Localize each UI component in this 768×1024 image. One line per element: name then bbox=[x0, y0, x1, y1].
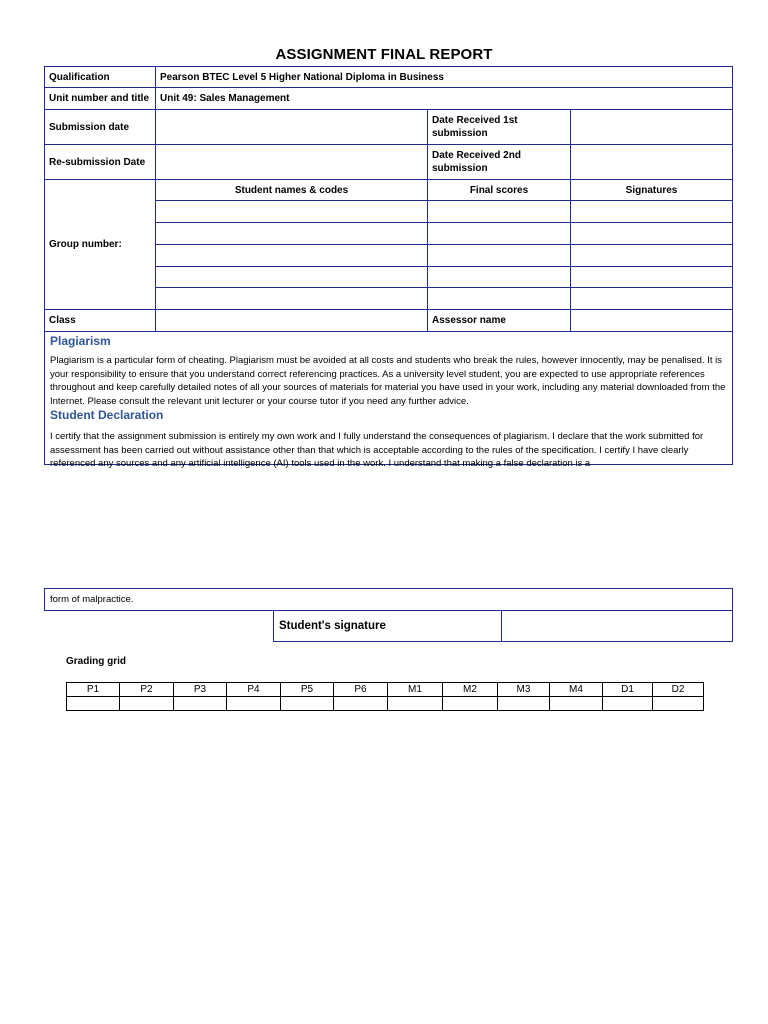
date-received-2-label: Date Received 2nd submission bbox=[428, 145, 571, 180]
grade-cell-d2[interactable] bbox=[653, 697, 704, 711]
student-name-cell[interactable] bbox=[156, 223, 428, 245]
resubmission-date-field[interactable] bbox=[156, 145, 428, 180]
signature-cell[interactable] bbox=[571, 267, 733, 288]
grade-header-d1: D1 bbox=[603, 683, 653, 697]
date-received-2-field[interactable] bbox=[571, 145, 733, 180]
student-name-cell[interactable] bbox=[156, 201, 428, 223]
unit-value: Unit 49: Sales Management bbox=[156, 88, 733, 110]
grade-cell-m1[interactable] bbox=[388, 697, 443, 711]
grade-cell-p5[interactable] bbox=[281, 697, 334, 711]
grade-header-m4: M4 bbox=[550, 683, 603, 697]
plagiarism-text: Plagiarism is a particular form of cheating. Plagiarism must be avoided at all costs and students who break the rules, however innocently, may be penalised. It is your responsibility to ensure that you understand correct referencing practices. As a university level student, you are expected to use appropriate references throughout and keep carefully detailed notes of all your sources of materials for material you have used in your work, including any material downloaded from the Internet. Please consult the relevant unit lecturer or your course tutor if you need any further advice. bbox=[50, 355, 726, 407]
grade-header-m1: M1 bbox=[388, 683, 443, 697]
group-number-label: Group number: bbox=[45, 180, 156, 310]
declaration-section bbox=[44, 330, 733, 469]
scores-column-header: Final scores bbox=[428, 180, 571, 201]
grade-header-p6: P6 bbox=[334, 683, 388, 697]
signature-cell[interactable] bbox=[571, 223, 733, 245]
score-cell[interactable] bbox=[428, 201, 571, 223]
submission-date-label: Submission date bbox=[45, 110, 156, 145]
students-column-header: Student names & codes bbox=[156, 180, 428, 201]
date-received-1-field[interactable] bbox=[571, 110, 733, 145]
unit-label: Unit number and title bbox=[45, 88, 156, 110]
grade-header-m3: M3 bbox=[498, 683, 550, 697]
grading-grid-label: Grading grid bbox=[66, 656, 126, 667]
assignment-info-table bbox=[44, 66, 733, 332]
qualification-label: Qualification bbox=[45, 67, 156, 88]
qualification-value: Pearson BTEC Level 5 Higher National Diploma in Business bbox=[156, 67, 733, 88]
signature-cell[interactable] bbox=[571, 288, 733, 310]
grade-cell-m3[interactable] bbox=[498, 697, 550, 711]
signature-cell[interactable] bbox=[571, 245, 733, 267]
assessor-label: Assessor name bbox=[428, 310, 571, 332]
date-received-1-label: Date Received 1st submission bbox=[428, 110, 571, 145]
grade-header-p5: P5 bbox=[281, 683, 334, 697]
signature-cell[interactable] bbox=[571, 201, 733, 223]
declaration-text: I certify that the assignment submission is entirely my own work and I fully understand the consequences of plagiarism. I declare that the work submitted for assessment has been carried out without assistance other than that which is acceptable according to the rules of the specification. I certify I have clearly referenced any sources and any artificial intelligence (AI) tools used in the work. I understand that making a false declaration is a bbox=[50, 431, 704, 469]
grade-cell-p6[interactable] bbox=[334, 697, 388, 711]
student-name-cell[interactable] bbox=[156, 245, 428, 267]
declaration-heading: Student Declaration bbox=[50, 408, 164, 422]
grade-cell-m2[interactable] bbox=[443, 697, 498, 711]
assessor-field[interactable] bbox=[571, 310, 733, 332]
grade-header-p4: P4 bbox=[227, 683, 281, 697]
grade-cell-p3[interactable] bbox=[174, 697, 227, 711]
class-field[interactable] bbox=[156, 310, 428, 332]
student-signature-label: Student's signature bbox=[274, 611, 502, 642]
plagiarism-heading: Plagiarism bbox=[50, 334, 111, 348]
signatures-column-header: Signatures bbox=[571, 180, 733, 201]
student-name-cell[interactable] bbox=[156, 267, 428, 288]
grade-header-p1: P1 bbox=[67, 683, 120, 697]
grade-cell-p2[interactable] bbox=[120, 697, 174, 711]
grade-header-d2: D2 bbox=[653, 683, 704, 697]
class-label: Class bbox=[45, 310, 156, 332]
grade-cell-m4[interactable] bbox=[550, 697, 603, 711]
score-cell[interactable] bbox=[428, 223, 571, 245]
score-cell[interactable] bbox=[428, 267, 571, 288]
grade-header-m2: M2 bbox=[443, 683, 498, 697]
grade-header-p2: P2 bbox=[120, 683, 174, 697]
submission-date-field[interactable] bbox=[156, 110, 428, 145]
student-signature-field[interactable] bbox=[502, 611, 733, 642]
resubmission-date-label: Re-submission Date bbox=[45, 145, 156, 180]
score-cell[interactable] bbox=[428, 245, 571, 267]
grade-cell-p4[interactable] bbox=[227, 697, 281, 711]
grade-cell-p1[interactable] bbox=[67, 697, 120, 711]
page-title: ASSIGNMENT FINAL REPORT bbox=[275, 46, 493, 63]
grade-header-p3: P3 bbox=[174, 683, 227, 697]
student-name-cell[interactable] bbox=[156, 288, 428, 310]
grade-cell-d1[interactable] bbox=[603, 697, 653, 711]
score-cell[interactable] bbox=[428, 288, 571, 310]
signature-table bbox=[273, 610, 733, 642]
grading-grid bbox=[66, 682, 704, 711]
declaration-continuation: form of malpractice. bbox=[44, 588, 733, 611]
